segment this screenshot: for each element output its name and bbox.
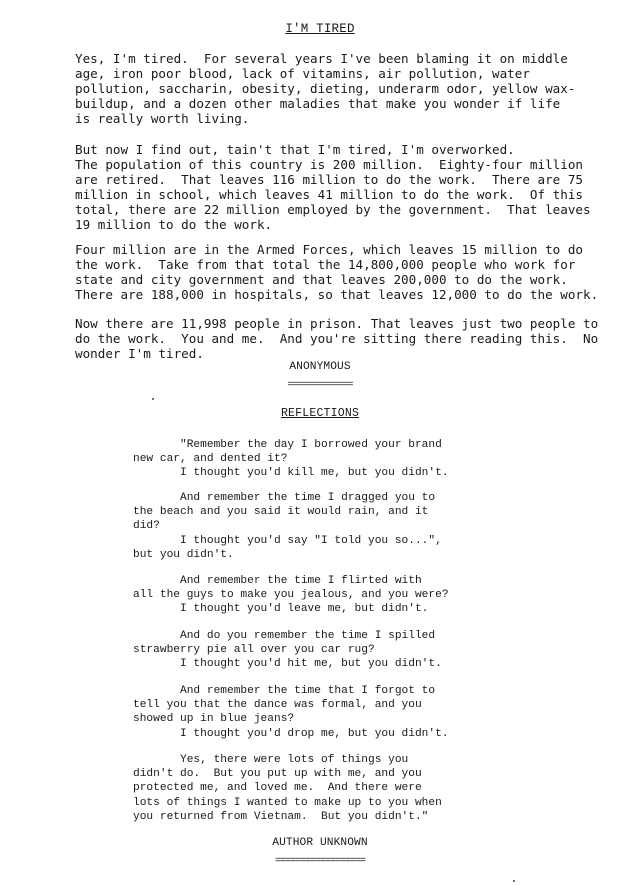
article-paragraph-2: But now I find out, tain't that I'm tired, I'm overworked. The population of this country is 200 million. Eighty-four million are retired. That leaves 116 million to do the work. There are 75 million in school, which leaves 41 million to do the work. Of this total, there are 22 million employed by the government. That leaves 19 million to do the work. [75, 142, 591, 232]
poem-stanza-4: And do you remember the time I spilled strawberry pie all over you car rug? I thought you'd hit me, but you didn't. [133, 630, 442, 671]
poem-signature: AUTHOR UNKNOWN [272, 837, 368, 849]
article-paragraph-1: Yes, I'm tired. For several years I've been blaming it on middle age, iron poor blood, lack of vitamins, air pollution, water pollution, saccharin, obesity, dieting, underarm odor, yellow wax- buildup, and a dozen other maladies that make you wonder if life is really worth living. [75, 51, 576, 126]
poem-stanza-2: And remember the time I dragged you to the beach and you said it would rain, and it did? I thought you'd say "I told you so...", but you didn't. [133, 492, 442, 561]
print-speck [152, 398, 154, 400]
article-paragraph-3: Four million are in the Armed Forces, which leaves 15 million to do the work. Take from that total the 14,800,000 people who work for state and city government and that leaves 200,000 to do the work. There are 188,000 in hospitals, so that leaves 12,000 to do the work. [75, 242, 599, 302]
poem-stanza-3: And remember the time I flirted with all the guys to make you jealous, and you were? I thought you'd leave me, but didn't. [133, 575, 449, 616]
article-title: I'M TIRED [285, 22, 355, 36]
poem-stanza-6: Yes, there were lots of things you didn't do. But you put up with me, and you protected me, and loved me. And there were lots of things I wanted to make up to you when you returned from Vietnam. But you didn't." [133, 754, 442, 823]
poem-divider: ================== [274, 856, 366, 867]
article-divider: ============= [287, 380, 353, 391]
print-speck [513, 880, 515, 882]
poem-title: REFLECTIONS [280, 407, 360, 420]
poem-stanza-5: And remember the time that I forgot to tell you that the dance was formal, and you showed up in blue jeans? I thought you'd drop me, but you didn't. [133, 685, 449, 740]
article-paragraph-4: Now there are 11,998 people in prison. That leaves just two people to do the work. You and me. And you're sitting there reading this. No wonder I'm tired. [75, 316, 599, 361]
article-signature: ANONYMOUS [289, 361, 351, 373]
poem-stanza-1: "Remember the day I borrowed your brand new car, and dented it? I thought you'd kill me, but you didn't. [133, 439, 449, 480]
